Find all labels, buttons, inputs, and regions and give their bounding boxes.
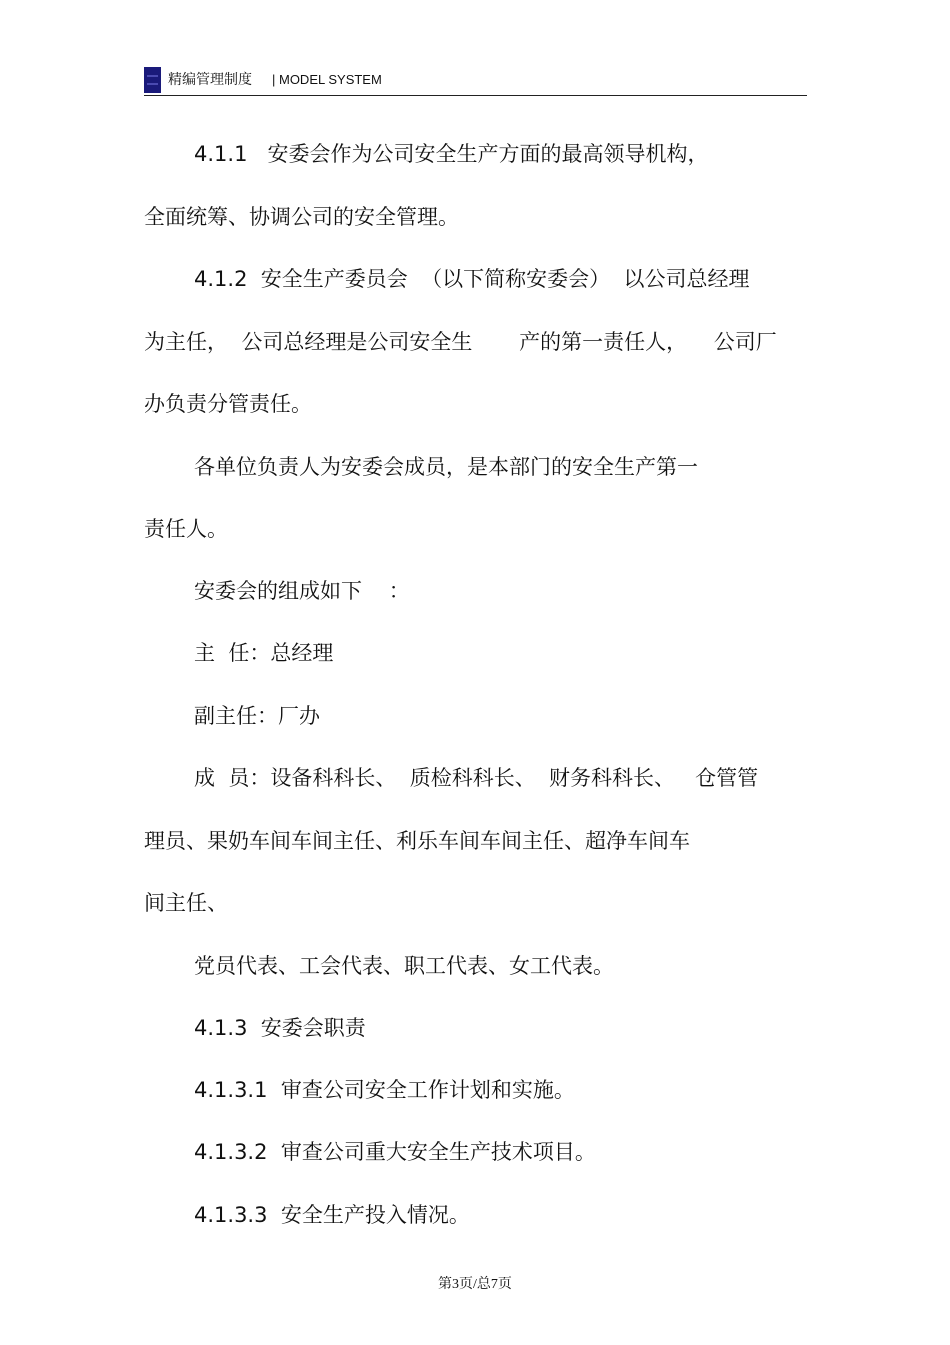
- text-line: 4.1.3.1 审查公司安全工作计划和实施。: [194, 1078, 575, 1102]
- text-line: 全面统筹、协调公司的安全管理。: [144, 205, 459, 229]
- page-number: 第3页/总7页: [438, 1277, 512, 1292]
- text-line: 办负责分管责任。: [144, 392, 312, 416]
- text-line: 责任人。: [144, 517, 228, 541]
- header-model-system: | MODEL SYSTEM: [272, 72, 382, 87]
- logo-icon: [144, 67, 161, 93]
- text-line: 4.1.3.3 安全生产投入情况。: [194, 1203, 470, 1227]
- text-line: 间主任、: [144, 891, 228, 915]
- logo-mark: [147, 75, 158, 85]
- text-line: 4.1.3.2 审查公司重大安全生产技术项目。: [194, 1140, 596, 1164]
- text-line: 理员、果奶车间车间主任、利乐车间车间主任、超净车间车: [144, 829, 690, 853]
- text-line: 4.1.2 安全生产委员会 （以下简称安委会） 以公司总经理: [194, 267, 750, 291]
- header-brand: 精编管理制度: [168, 72, 252, 88]
- text-line: 安委会的组成如下 ：: [194, 579, 410, 603]
- text-line: 各单位负责人为安委会成员，是本部门的安全生产第一: [194, 455, 698, 479]
- page-header: [144, 64, 807, 96]
- text-line: 成 员：设备科科长、 质检科科长、 财务科科长、 仓管管: [194, 766, 759, 790]
- text-line: 4.1.3 安委会职责: [194, 1016, 366, 1040]
- text-line: 副主任：厂办: [194, 704, 320, 728]
- text-line: 为主任， 公司总经理是公司安全生 产的第一责任人， 公司厂: [144, 330, 777, 354]
- text-line: 党员代表、工会代表、职工代表、女工代表。: [194, 954, 614, 978]
- text-line: 4.1.1 安委会作为公司安全生产方面的最高领导机构，: [194, 142, 709, 166]
- text-line: 主 任：总经理: [194, 641, 334, 665]
